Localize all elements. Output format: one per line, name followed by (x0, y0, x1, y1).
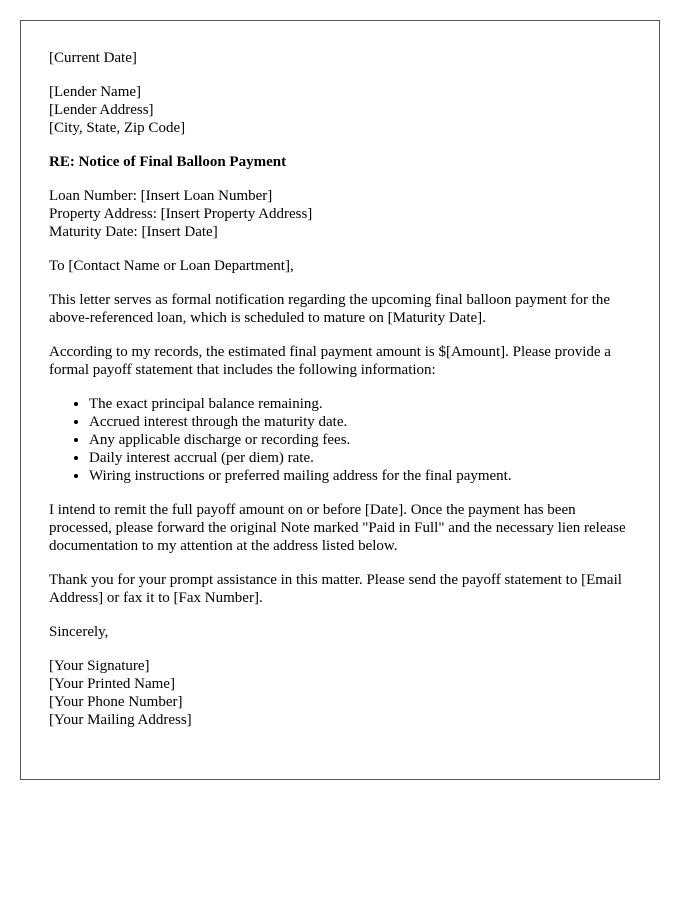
printed-name: [Your Printed Name] (49, 676, 175, 692)
list-item: • The exact principal balance remaining. (89, 395, 631, 413)
mailing-address: [Your Mailing Address] (49, 712, 192, 728)
paragraph-notification: This letter serves as formal notification regarding the upcoming final balloon payment for the above-referenced loan, which is scheduled to mature on [Maturity Date]. (49, 292, 611, 326)
lender-address: [Lender Address] (49, 102, 154, 118)
closing: Sincerely, (49, 624, 109, 640)
signature-block (49, 657, 631, 729)
loan-number: Loan Number: [Insert Loan Number] (49, 188, 273, 204)
maturity-date: Maturity Date: [Insert Date] (49, 224, 218, 240)
list-item: • Wiring instructions or preferred mailing address for the final payment. (89, 467, 631, 485)
paragraph-thanks: Thank you for your prompt assistance in this matter. Please send the payoff statement to [Email Address] or fax it to [Fax Number]. (49, 572, 622, 606)
paragraph-payoff-request: According to my records, the estimated final payment amount is $[Amount]. Please provide a formal payoff statement that includes the following information: (49, 344, 611, 378)
signature-line: [Your Signature] (49, 658, 150, 674)
lender-block (49, 83, 631, 137)
lender-city-state-zip: [City, State, Zip Code] (49, 120, 186, 136)
paragraph-remittance: I intend to remit the full payoff amount on or before [Date]. Once the payment has been processed, please forward the original Note marked "Paid in Full" and the necessary lien release documentation to my attention at the address listed below. (49, 502, 626, 554)
list-item: • Any applicable discharge or recording fees. (89, 431, 631, 449)
property-address: Property Address: [Insert Property Address] (49, 206, 313, 222)
letter-subject: RE: Notice of Final Balloon Payment (49, 154, 287, 170)
list-item: • Daily interest accrual (per diem) rate. (89, 449, 631, 467)
salutation: To [Contact Name or Loan Department], (49, 258, 294, 274)
phone-number: [Your Phone Number] (49, 694, 183, 710)
list-item: • Accrued interest through the maturity date. (89, 413, 631, 431)
letter-document (20, 20, 660, 780)
requirements-list (49, 395, 631, 485)
letter-date: [Current Date] (49, 50, 137, 66)
loan-details-block (49, 187, 631, 241)
lender-name: [Lender Name] (49, 84, 142, 100)
